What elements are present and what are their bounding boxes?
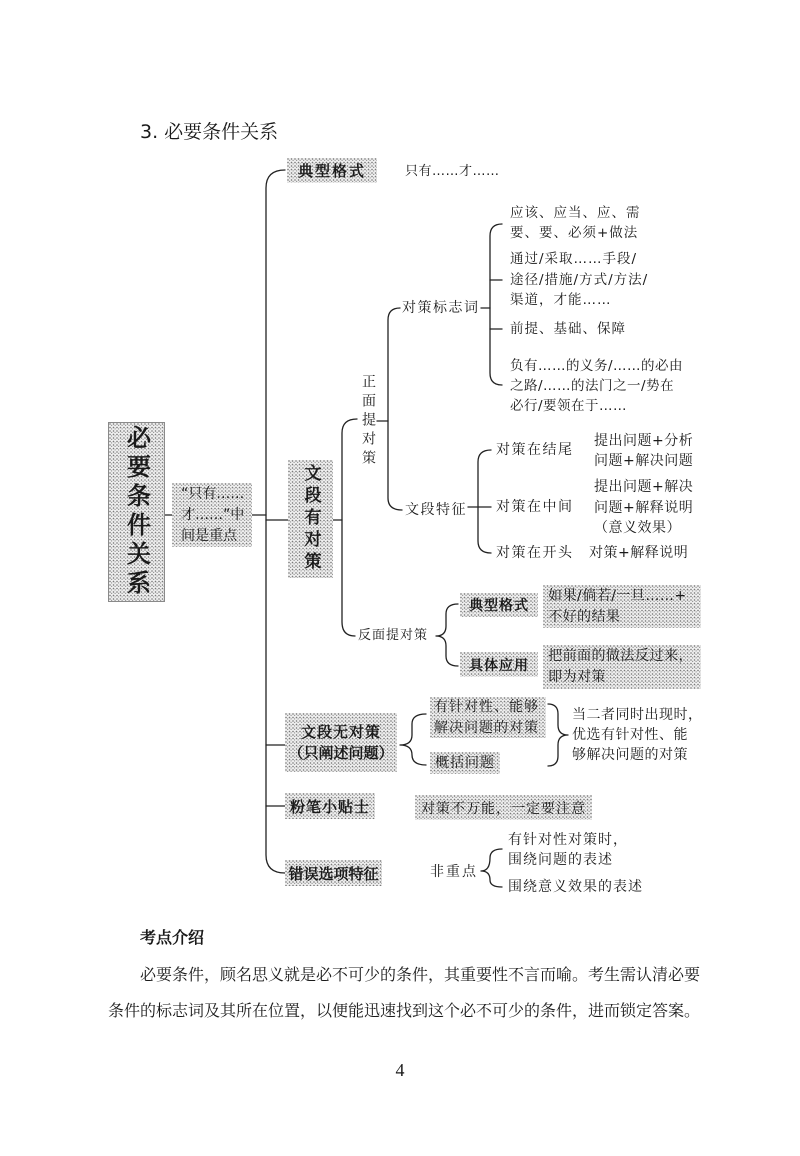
negative-content-line: 如果/倘若/一旦……+ xyxy=(548,588,687,604)
option-summarize-problem xyxy=(430,752,500,774)
passage-structure-line: 提出问题+解决 xyxy=(594,479,694,495)
negative-countermeasure-label: 反面提对策 xyxy=(358,628,429,643)
rule-line: 当二者同时出现时， xyxy=(572,707,703,723)
marker-words-line: 必行/要领在于…… xyxy=(510,398,628,414)
negative-content-line: 即为对策 xyxy=(548,669,606,685)
tip-content-box xyxy=(415,795,592,820)
intro-title: 考点介绍 xyxy=(140,928,205,947)
marker-words-label: 对策标志词 xyxy=(402,300,480,316)
marker-words-line: 前提、基础、保障 xyxy=(510,321,626,337)
bracket-options-merge xyxy=(548,704,568,766)
main-bracket xyxy=(266,170,285,873)
focus-note-line: 间是重点 xyxy=(181,528,237,544)
passage-structure-line: 提出问题+分析 xyxy=(594,433,694,449)
bracket-positive xyxy=(388,308,402,510)
passage-structure-line: 问题+解释说明 xyxy=(594,499,694,516)
wrong-option-box xyxy=(285,860,382,886)
passage-position-start: 对策在开头 xyxy=(496,545,574,561)
passage-position-end: 对策在结尾 xyxy=(496,442,574,458)
passage-features-label: 文段特征 xyxy=(405,502,467,518)
typical-format-value: 只有……才…… xyxy=(405,164,500,179)
bracket-no-countermeasure xyxy=(400,714,426,765)
tip-label: 粉笔小贴士 xyxy=(289,797,370,816)
bracket-wrong-option xyxy=(481,849,502,887)
no-countermeasure-box xyxy=(285,713,397,772)
typical-format-label: 典型格式 xyxy=(297,162,366,180)
marker-words-line: 负有……的义务/……的必由 xyxy=(510,358,684,374)
tip-box xyxy=(285,793,375,819)
option-targeted-countermeasure xyxy=(430,697,546,738)
focus-note-line: 才……”中 xyxy=(181,507,245,523)
option-line: 解决问题的对策 xyxy=(434,720,539,736)
negative-typical-format-label: 典型格式 xyxy=(469,598,529,614)
bracket-marker-words xyxy=(490,224,502,385)
page-number: 4 xyxy=(395,1060,405,1080)
passage-structure-end xyxy=(594,431,693,471)
negative-typical-format-content xyxy=(543,585,701,628)
passage-structure-line: 问题+解决问题 xyxy=(594,453,694,469)
wrong-option-line: 围绕问题的表述 xyxy=(508,852,613,868)
wrong-option-item xyxy=(508,877,643,897)
root-node xyxy=(108,422,165,602)
negative-application-content xyxy=(543,645,701,689)
no-countermeasure-sublabel: （只阐述问题） xyxy=(288,743,394,762)
marker-words-item xyxy=(510,319,626,339)
typical-format-box xyxy=(287,158,377,183)
marker-words-line: 要、要、必须+做法 xyxy=(510,225,639,241)
option-line: 有针对性、能够 xyxy=(434,699,539,715)
marker-words-line: 渠道，才能…… xyxy=(510,292,612,308)
marker-words-line: 应该、应当、应、需 xyxy=(510,205,641,221)
rule-line: 优选有针对性、能 xyxy=(572,727,688,743)
bracket-negative xyxy=(436,604,458,666)
wrong-option-item xyxy=(508,830,628,870)
negative-content-line: 不好的结果 xyxy=(548,609,621,625)
passage-position-middle: 对策在中间 xyxy=(496,499,574,515)
wrong-option-value: 非重点 xyxy=(430,864,478,880)
wrong-option-line: 围绕意义效果的表述 xyxy=(508,879,643,895)
has-countermeasure-label: 文段有对策 xyxy=(300,464,321,574)
marker-words-item xyxy=(510,249,648,311)
rule-line: 够解决问题的对策 xyxy=(572,747,688,763)
intro-paragraph-line: 条件的标志词及其所在位置，以便能迅速找到这个必不可少的条件，进而锁定答案。 xyxy=(108,1001,701,1020)
passage-structure-line: （意义效果） xyxy=(594,520,681,536)
marker-words-line: 之路/……的法门之一/势在 xyxy=(510,378,675,394)
bracket-countermeasure-direction xyxy=(342,419,357,636)
root-node-label: 必要条件关系 xyxy=(122,425,151,599)
wrong-option-line: 有针对性对策时， xyxy=(508,832,628,848)
negative-content-line: 把前面的做法反过来， xyxy=(548,648,693,664)
negative-typical-format-box xyxy=(460,593,538,617)
option-line: 概括问题 xyxy=(435,755,495,771)
tip-content: 对策不万能，一定要注意 xyxy=(421,800,586,817)
passage-structure-middle xyxy=(594,477,693,539)
marker-words-item xyxy=(510,203,641,243)
bracket-passage-features xyxy=(478,450,491,553)
positive-countermeasure-label: 正面提对策 xyxy=(360,374,376,469)
negative-application-label: 具体应用 xyxy=(469,657,529,674)
passage-structure-start xyxy=(589,544,688,562)
section-title: 3. 必要条件关系 xyxy=(140,121,279,143)
wrong-option-label: 错误选项特征 xyxy=(288,864,379,883)
focus-note-line: “只有…… xyxy=(181,486,245,502)
intro-paragraph-line: 必要条件，顾名思义就是必不可少的条件，其重要性不言而喻。考生需认清必要 xyxy=(140,965,701,984)
marker-words-line: 途径/措施/方式/方法/ xyxy=(510,271,649,288)
negative-application-box xyxy=(460,652,538,677)
option-priority-rule xyxy=(572,705,703,765)
marker-words-item xyxy=(510,356,683,416)
no-countermeasure-label: 文段无对策 xyxy=(300,722,381,741)
marker-words-line: 通过/采取……手段/ xyxy=(510,251,638,267)
passage-structure-line: 对策+解释说明 xyxy=(589,545,689,561)
focus-note xyxy=(172,483,252,547)
has-countermeasure-box xyxy=(288,460,333,578)
